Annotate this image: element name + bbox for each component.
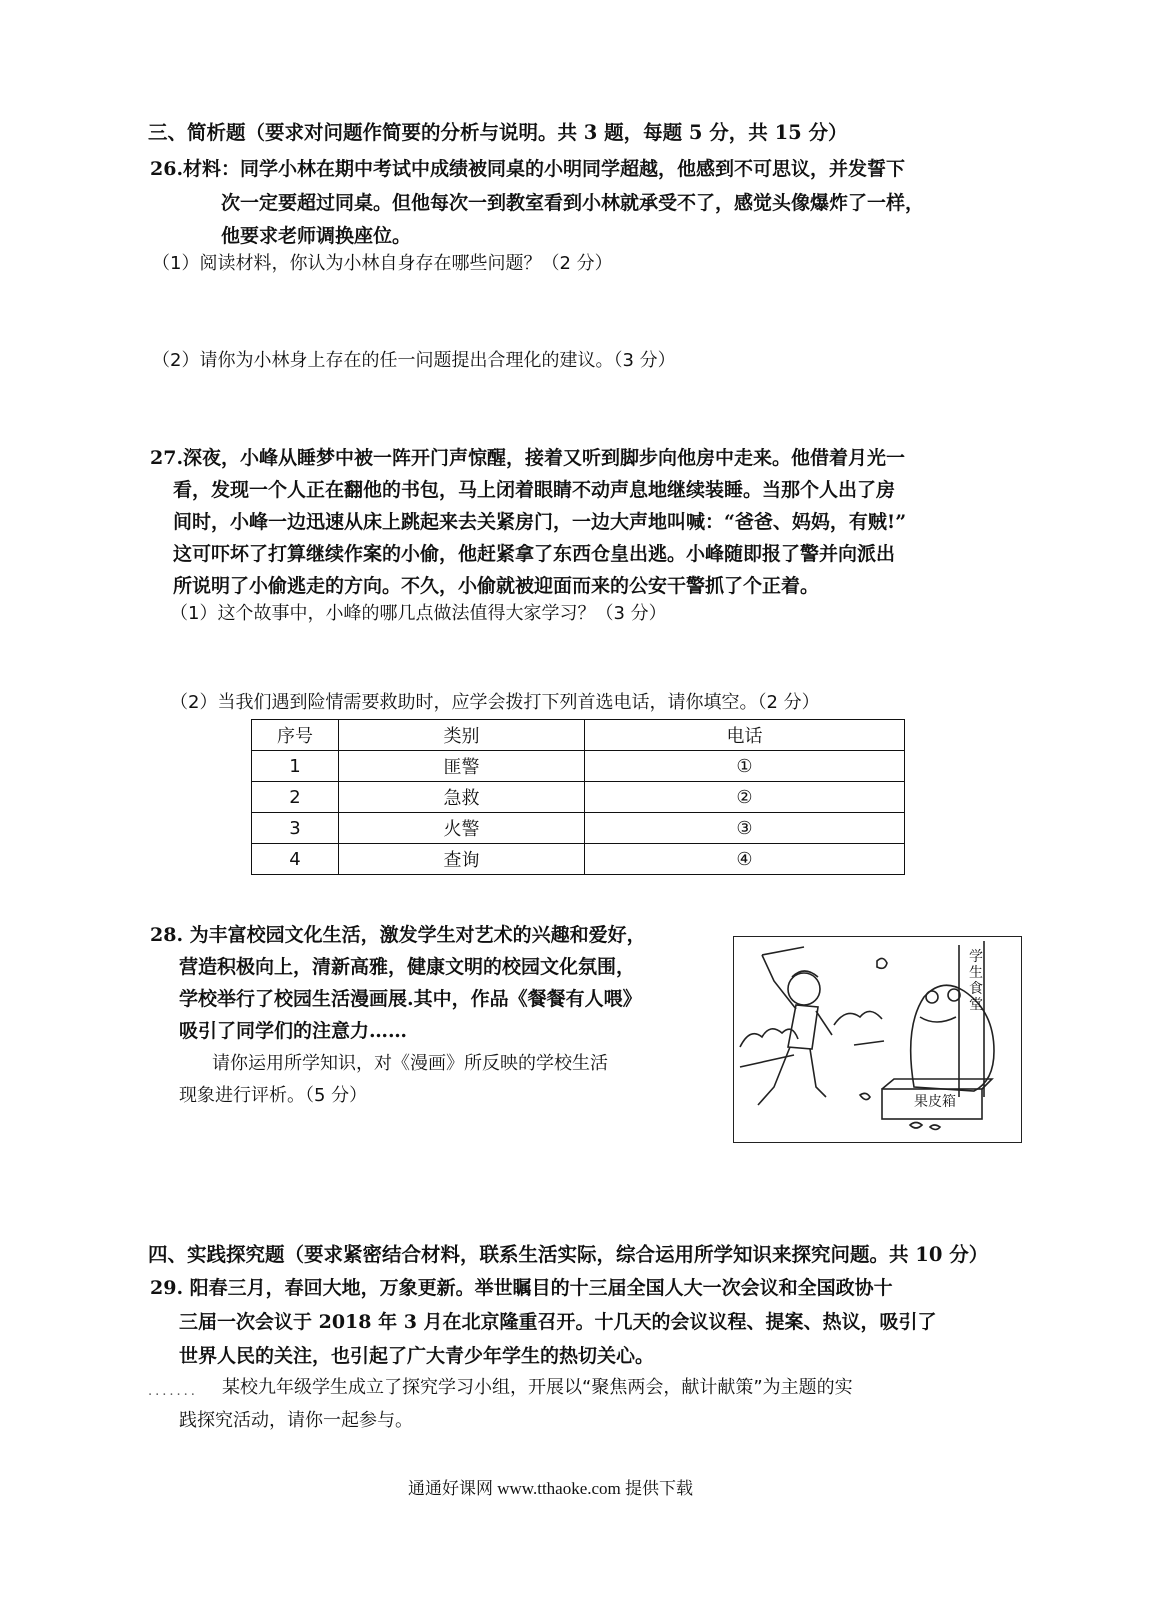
q29-material-line-2: 三届一次会议于 2018 年 3 月在北京隆重召开。十几天的会议议程、提案、热议，吸引了 <box>179 1311 937 1333</box>
table-cell-blank: ② <box>585 782 905 813</box>
table-cell: 查询 <box>339 844 585 875</box>
table-cell: 3 <box>252 813 339 844</box>
q27-story-line-3: 间时，小峰一边迅速从床上跳起来去关紧房门，一边大声地叫喊：“爸爸、妈妈，有贼!” <box>173 511 907 533</box>
table-cell: 1 <box>252 751 339 782</box>
emergency-phone-table <box>251 719 905 875</box>
q28-material-line-2: 营造积极向上，清新高雅，健康文明的校园文化氛围， <box>179 956 636 978</box>
page-footer: 通通好课网 www.tthaoke.com 提供下载 <box>408 1479 694 1498</box>
q29-paragraph-2-line-2: 践探究活动，请你一起参与。 <box>179 1410 413 1431</box>
q26-material-line-2: 次一定要超过同桌。但他每次一到教室看到小林就承受不了，感觉头像爆炸了一样， <box>221 192 925 214</box>
q29-paragraph-2-line-1: 某校九年级学生成立了探究学习小组，开展以“聚焦两会，献计献策”为主题的实 <box>222 1377 853 1398</box>
q27-story-line-2: 看，发现一个人正在翻他的书包，马上闭着眼睛不动声息地继续装睡。当那个人出了房 <box>173 479 896 501</box>
cartoon-illustration <box>733 936 1022 1143</box>
q28-prompt-line-1: 请你运用所学知识，对《漫画》所反映的学校生活 <box>212 1053 608 1074</box>
q28-material-line-1: 28. 为丰富校园文化生活，激发学生对艺术的兴趣和爱好， <box>150 924 646 946</box>
q28-material-line-3: 学校举行了校园生活漫画展.其中，作品《餐餐有人喂》 <box>179 988 642 1010</box>
q27-subquestion-1: （1）这个故事中，小峰的哪几点做法值得大家学习？（3 分） <box>170 603 667 624</box>
table-cell-blank: ① <box>585 751 905 782</box>
table-cell: 4 <box>252 844 339 875</box>
q26-material-line-3: 他要求老师调换座位。 <box>221 225 412 247</box>
table-row <box>252 813 905 844</box>
q29-material-line-3: 世界人民的关注，也引起了广大青少年学生的热切关心。 <box>179 1345 655 1367</box>
q26-subquestion-1: （1）阅读材料，你认为小林自身存在哪些问题？（2 分） <box>152 253 613 274</box>
q29-material-line-1: 29. 阳春三月，春回大地，万象更新。举世瞩目的十三届全国人大一次会议和全国政协十 <box>150 1277 893 1299</box>
table-row <box>252 751 905 782</box>
table-cell: 火警 <box>339 813 585 844</box>
q27-story-line-4: 这可吓坏了打算继续作案的小偷，他赶紧拿了东西仓皇出逃。小峰随即报了警并向派出 <box>173 543 896 565</box>
table-row <box>252 782 905 813</box>
q27-story-line-1: 27.深夜，小峰从睡梦中被一阵开门声惊醒，接着又听到脚步向他房中走来。他借着月光一 <box>150 447 906 469</box>
q27-subquestion-2: （2）当我们遇到险情需要救助时，应学会拨打下列首选电话，请你填空。（2 分） <box>170 692 820 713</box>
table-cell-blank: ④ <box>585 844 905 875</box>
cartoon-box-label: 果皮箱 <box>914 1094 956 1110</box>
q28-prompt-line-2: 现象进行评析。（5 分） <box>179 1085 368 1106</box>
table-header-cell: 序号 <box>252 720 339 751</box>
q27-story-line-5: 所说明了小偷逃走的方向。不久，小偷就被迎面而来的公安干警抓了个正着。 <box>173 575 820 597</box>
q26-material-line-1: 26.材料：同学小林在期中考试中成绩被同桌的小明同学超越，他感到不可思议，并发誓下 <box>150 158 906 180</box>
table-header-cell: 类别 <box>339 720 585 751</box>
table-header-cell: 电话 <box>585 720 905 751</box>
q28-material-line-4: 吸引了同学们的注意力…… <box>179 1020 408 1042</box>
cartoon-sign-label: 学生食堂 <box>969 949 983 1014</box>
table-row <box>252 844 905 875</box>
table-cell: 急救 <box>339 782 585 813</box>
table-header-row <box>252 720 905 751</box>
table-cell: 2 <box>252 782 339 813</box>
section-3-heading: 三、简析题（要求对问题作简要的分析与说明。共 3 题，每题 5 分，共 15 分） <box>148 121 848 144</box>
section-4-heading: 四、实践探究题（要求紧密结合材料，联系生活实际，综合运用所学知识来探究问题。共 10 分） <box>148 1243 989 1266</box>
table-cell-blank: ③ <box>585 813 905 844</box>
table-cell: 匪警 <box>339 751 585 782</box>
leader-dots: ....... <box>148 1384 198 1399</box>
q26-subquestion-2: （2）请你为小林身上存在的任一问题提出合理化的建议。（3 分） <box>152 350 676 371</box>
